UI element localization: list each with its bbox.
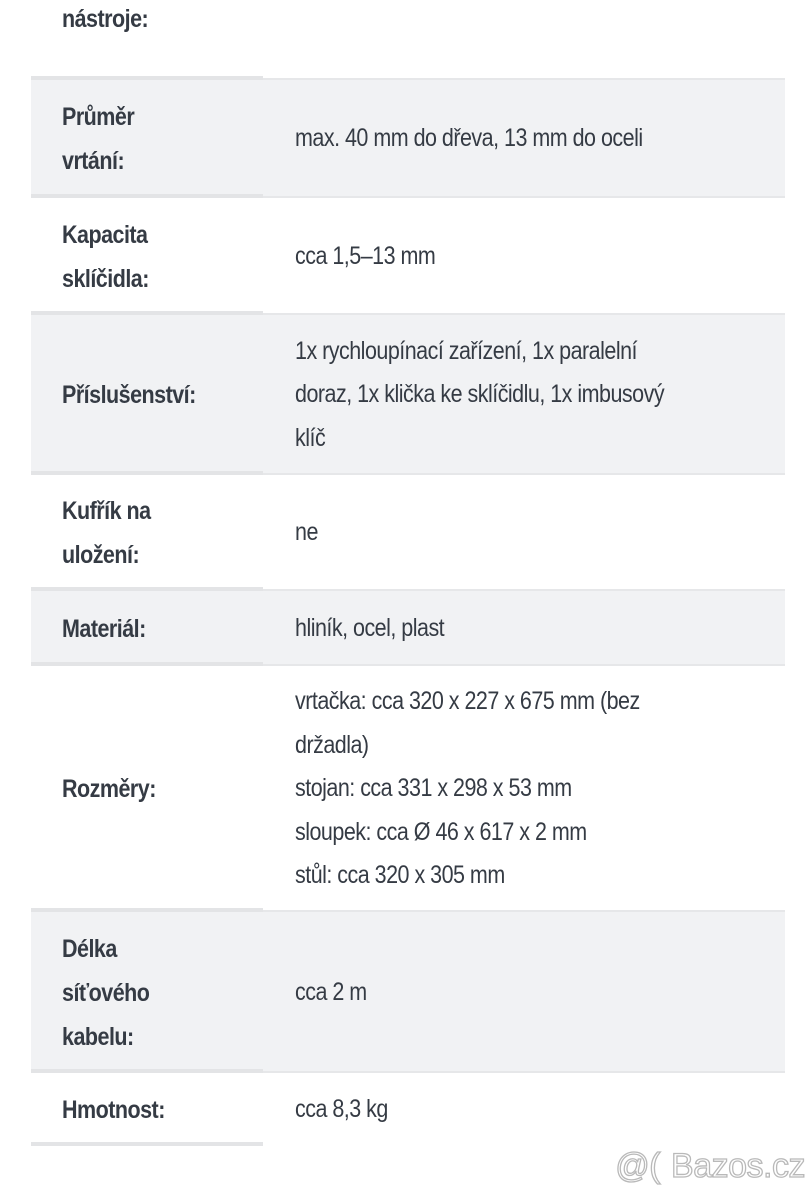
spec-label-line: vrtání: (62, 147, 125, 175)
spec-value (263, 666, 785, 912)
spec-value (263, 912, 785, 1073)
spec-value-line: stůl: cca 320 x 305 mm (295, 861, 505, 890)
spec-value (263, 80, 785, 198)
spec-row-weight (31, 1073, 785, 1146)
spec-label-line: Materiál: (62, 614, 146, 643)
spec-label-line: sklíčidla: (62, 264, 149, 293)
spec-value-line: cca 1,5–13 mm (295, 241, 436, 270)
spec-label (31, 80, 263, 198)
spec-label (31, 198, 263, 315)
spec-value-line: držadla) (295, 730, 369, 759)
spec-value-line: stojan: cca 331 x 298 x 53 mm (295, 774, 572, 803)
spec-label (31, 591, 263, 666)
spec-label-line: Průměr (62, 103, 135, 131)
spec-value (263, 1073, 785, 1146)
spec-row-cable-length (31, 912, 785, 1073)
spec-value-line: ne (295, 518, 318, 547)
spec-row-accessories (31, 315, 785, 475)
spec-value-line: doraz, 1x klička ke sklíčidlu, 1x imbusový (295, 380, 665, 409)
spec-label-line: Rozměry: (62, 775, 156, 803)
spec-label-line: síťového (62, 978, 150, 1007)
spec-row-drilling-diameter (31, 80, 785, 198)
spec-label (31, 475, 263, 591)
spec-value (263, 198, 785, 315)
spec-value (263, 0, 785, 80)
spec-value-line: cca 8,3 kg (295, 1094, 388, 1123)
spec-value-line: vrtačka: cca 320 x 227 x 675 mm (bez (295, 687, 640, 716)
bazos-logo-icon: @( (615, 1147, 661, 1185)
spec-label (31, 1073, 263, 1146)
spec-label-line: nástroje: (62, 5, 149, 33)
spec-value-line: cca 2 m (295, 977, 367, 1006)
spec-label-line: Kapacita (62, 220, 148, 249)
spec-value-line: sloupek: cca Ø 46 x 617 x 2 mm (295, 817, 587, 846)
spec-value-line: max. 40 mm do dřeva, 13 mm do oceli (295, 124, 643, 153)
spec-row-material (31, 591, 785, 666)
spec-label (31, 666, 263, 912)
spec-value-line: 1x rychloupínací zařízení, 1x paralelní (295, 336, 637, 365)
spec-label-line: Hmotnost: (62, 1095, 165, 1124)
spec-value-line: klíč (295, 423, 326, 452)
spec-label (31, 0, 263, 80)
spec-value (263, 315, 785, 475)
spec-value (263, 591, 785, 666)
spec-row-storage-case (31, 475, 785, 591)
bazos-watermark (615, 1147, 805, 1186)
spec-row-tool (31, 0, 785, 80)
spec-label-line: uložení: (62, 541, 140, 569)
spec-label (31, 912, 263, 1073)
spec-label-line: kabelu: (62, 1022, 134, 1051)
spec-label (31, 315, 263, 475)
spec-label-line: Délka (62, 934, 117, 963)
watermark-text: Bazos.cz (671, 1147, 805, 1185)
spec-value (263, 475, 785, 591)
spec-label-line: Kufřík na (62, 497, 151, 525)
spec-row-chuck-capacity (31, 198, 785, 315)
spec-value-line: hliník, ocel, plast (295, 613, 445, 642)
spec-row-dimensions (31, 666, 785, 912)
spec-label-line: Příslušenství: (62, 381, 196, 409)
